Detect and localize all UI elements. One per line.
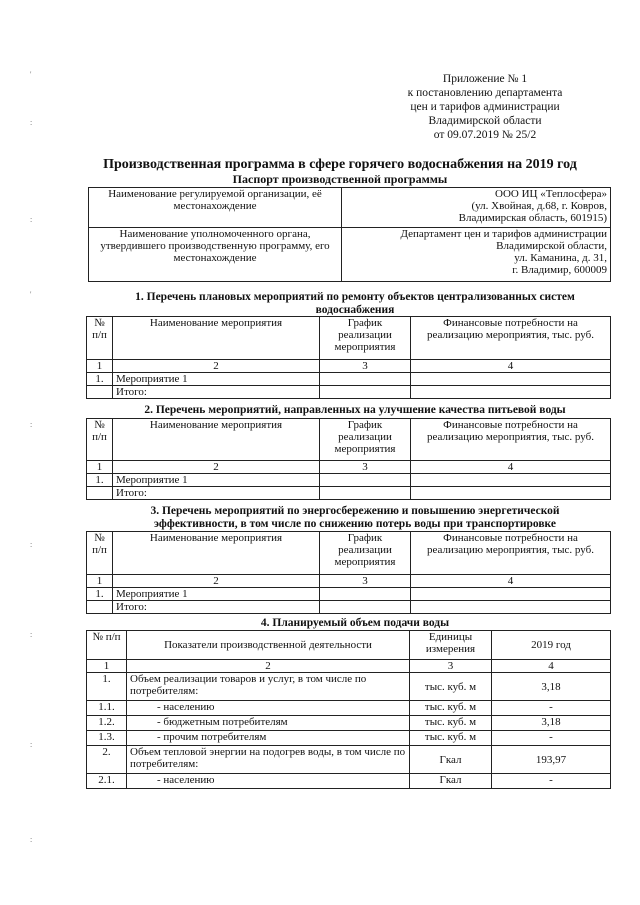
margin-mark: ': [30, 70, 32, 79]
row-value: 193,97: [492, 746, 611, 774]
value-line: Владимирской области,: [496, 240, 607, 252]
appendix-line: Владимирской области: [428, 115, 542, 127]
empty-cell: [87, 601, 113, 614]
empty-cell: [411, 474, 611, 487]
row-indicator: - прочим потребителям: [127, 731, 410, 746]
col-number: 1: [87, 360, 113, 373]
row-indicator: Объем реализации товаров и услуг, в том числе по потребителям:: [127, 673, 410, 701]
margin-mark: ': [30, 290, 32, 299]
row-num: 1.2.: [87, 716, 127, 731]
empty-cell: [411, 487, 611, 500]
col-header-unit: Единицы измерения: [410, 631, 492, 660]
row-num: 1.: [87, 474, 113, 487]
table-row: [87, 774, 611, 789]
measures-table-2: [86, 418, 611, 500]
col-header-num: № п/п: [87, 419, 113, 461]
table-row: [87, 601, 611, 614]
empty-cell: [411, 588, 611, 601]
col-number: 2: [113, 461, 320, 474]
row-unit: тыс. куб. м: [410, 716, 492, 731]
table-row: [87, 588, 611, 601]
col-number: 2: [127, 660, 410, 673]
row-value: 3,18: [492, 673, 611, 701]
col-header-name: Наименование мероприятия: [113, 317, 320, 360]
col-header-finance: Финансовые потребности на реализацию мероприятия, тыс. руб.: [411, 532, 611, 575]
margin-mark: :: [30, 630, 33, 639]
appendix-line: цен и тарифов администрации: [410, 101, 560, 113]
margin-mark: :: [30, 740, 33, 749]
passport-heading: Паспорт производственной программы: [232, 172, 448, 186]
passport-table: [88, 187, 611, 282]
margin-mark: :: [30, 118, 33, 127]
row-num: 2.1.: [87, 774, 127, 789]
table-row: [87, 474, 611, 487]
table-row: [87, 360, 611, 373]
row-unit: Гкал: [410, 746, 492, 774]
page-title: Производственная программа в сфере горячего водоснабжения на 2019 год: [103, 157, 577, 172]
col-header-schedule: График реализации мероприятия: [320, 419, 411, 461]
table-row: [87, 461, 611, 474]
empty-cell: [87, 386, 113, 399]
row-indicator: - населению: [127, 701, 410, 716]
empty-cell: [320, 601, 411, 614]
table-row: [87, 731, 611, 746]
row-name: Мероприятие 1: [113, 373, 320, 386]
empty-cell: [411, 601, 611, 614]
table-row: [89, 228, 611, 282]
row-value: -: [492, 731, 611, 746]
table-row: [87, 673, 611, 701]
row-unit: тыс. куб. м: [410, 673, 492, 701]
col-header-finance: Финансовые потребности на реализацию мероприятия, тыс. руб.: [411, 317, 611, 360]
appendix-line: к постановлению департамента: [407, 87, 563, 99]
col-header-name: Наименование мероприятия: [113, 419, 320, 461]
row-num: 1.: [87, 373, 113, 386]
row-value: -: [492, 774, 611, 789]
appendix-line: Приложение № 1: [442, 73, 528, 85]
measures-table-3: [86, 531, 611, 614]
row-num: 1.1.: [87, 701, 127, 716]
table-row: [87, 532, 611, 575]
empty-cell: [411, 386, 611, 399]
table-row: [87, 716, 611, 731]
row-unit: Гкал: [410, 774, 492, 789]
passport-value: [342, 228, 611, 282]
empty-cell: [87, 487, 113, 500]
col-number: 3: [410, 660, 492, 673]
row-total: Итого:: [113, 386, 320, 399]
row-value: -: [492, 701, 611, 716]
col-header-schedule: График реализации мероприятия: [320, 317, 411, 360]
passport-label: Наименование регулируемой организации, её местонахождение: [89, 188, 342, 228]
row-unit: тыс. куб. м: [410, 731, 492, 746]
col-header-year: 2019 год: [492, 631, 611, 660]
value-line: Департамент цен и тарифов администрации: [400, 228, 607, 240]
margin-mark: :: [30, 835, 33, 844]
margin-mark: :: [30, 215, 33, 224]
empty-cell: [320, 487, 411, 500]
margin-mark: :: [30, 420, 33, 429]
row-indicator: - бюджетным потребителям: [127, 716, 410, 731]
table-row: [87, 660, 611, 673]
row-indicator: Объем тепловой энергии на подогрев воды, в том числе по потребителям:: [127, 746, 410, 774]
row-indicator: - населению: [127, 774, 410, 789]
col-number: 1: [87, 575, 113, 588]
empty-cell: [320, 386, 411, 399]
row-num: 1.: [87, 588, 113, 601]
table-row: [87, 701, 611, 716]
col-number: 3: [320, 575, 411, 588]
row-unit: тыс. куб. м: [410, 701, 492, 716]
section-2-heading: 2. Перечень мероприятий, направленных на улучшение качества питьевой воды: [144, 404, 566, 416]
row-num: 1.: [87, 673, 127, 701]
col-number: 4: [411, 360, 611, 373]
row-name: Мероприятие 1: [113, 588, 320, 601]
col-header-indicator: Показатели производственной деятельности: [127, 631, 410, 660]
col-header-schedule: График реализации мероприятия: [320, 532, 411, 575]
margin-mark: :: [30, 540, 33, 549]
col-number: 2: [113, 360, 320, 373]
value-line: (ул. Хвойная, д.68, г. Ковров,: [471, 200, 607, 212]
table-row: [87, 575, 611, 588]
volume-table: [86, 630, 611, 789]
row-name: Мероприятие 1: [113, 474, 320, 487]
col-number: 4: [492, 660, 611, 673]
empty-cell: [320, 588, 411, 601]
row-total: Итого:: [113, 487, 320, 500]
value-line: ООО ИЦ «Теплосфера»: [495, 188, 607, 200]
col-number: 1: [87, 461, 113, 474]
col-number: 3: [320, 461, 411, 474]
col-number: 3: [320, 360, 411, 373]
row-total: Итого:: [113, 601, 320, 614]
col-number: 4: [411, 461, 611, 474]
passport-label: Наименование уполномоченного органа, утвердившего производственную программу, его местонахождение: [89, 228, 342, 282]
table-row: [87, 746, 611, 774]
appendix-line: от 09.07.2019 № 25/2: [433, 129, 537, 141]
empty-cell: [411, 373, 611, 386]
row-num: 1.3.: [87, 731, 127, 746]
col-number: 4: [411, 575, 611, 588]
col-header-finance: Финансовые потребности на реализацию мероприятия, тыс. руб.: [411, 419, 611, 461]
table-row: [87, 317, 611, 360]
section-1-heading: 1. Перечень плановых мероприятий по ремонту объектов централизованных систем водоснабжения: [135, 291, 575, 316]
table-row: [87, 386, 611, 399]
passport-value: [342, 188, 611, 228]
row-num: 2.: [87, 746, 127, 774]
section-4-heading: 4. Планируемый объем подачи воды: [260, 617, 450, 629]
empty-cell: [320, 373, 411, 386]
col-header-name: Наименование мероприятия: [113, 532, 320, 575]
value-line: г. Владимир, 600009: [512, 264, 607, 276]
col-number: 2: [113, 575, 320, 588]
col-header-num: № п/п: [87, 631, 127, 660]
measures-table-1: [86, 316, 611, 399]
value-line: Владимирская область, 601915): [458, 212, 607, 224]
empty-cell: [320, 474, 411, 487]
col-number: 1: [87, 660, 127, 673]
row-value: 3,18: [492, 716, 611, 731]
col-header-num: № п/п: [87, 317, 113, 360]
table-row: [87, 373, 611, 386]
table-row: [89, 188, 611, 228]
appendix-block: [380, 72, 590, 142]
section-3-heading: 3. Перечень мероприятий по энергосбережению и повышению энергетической эффективности, в том числе по снижению потерь воды при транспортировке: [150, 505, 560, 530]
table-row: [87, 419, 611, 461]
col-header-num: № п/п: [87, 532, 113, 575]
table-row: [87, 487, 611, 500]
table-row: [87, 631, 611, 660]
value-line: ул. Каманина, д. 31,: [514, 252, 607, 264]
